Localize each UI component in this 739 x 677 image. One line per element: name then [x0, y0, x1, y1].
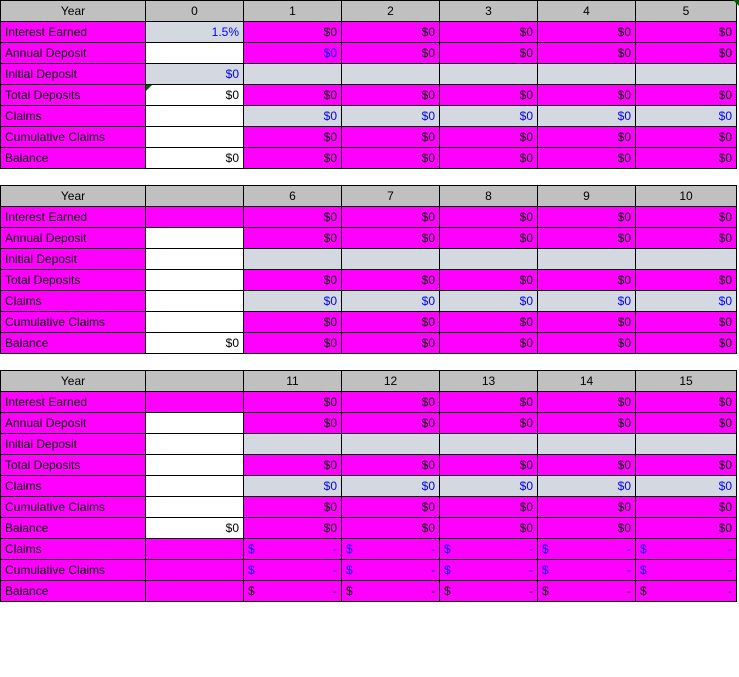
cell-annual-deposit-blank[interactable] — [146, 228, 244, 249]
row-label-initial-deposit: Initial Deposit — [1, 434, 146, 455]
cell-claims2-y12[interactable] — [342, 539, 440, 560]
amount-value: - — [431, 542, 435, 556]
row-label-cumulative-claims: Cumulative Claims — [1, 497, 146, 518]
cell-claims2-blank[interactable] — [146, 539, 244, 560]
table-row-total-deposits — [1, 270, 737, 291]
cell-interest-y12[interactable]: $0 — [342, 392, 440, 413]
cell-annual-deposit-y5[interactable]: $0 — [636, 43, 737, 64]
amount-value: - — [728, 542, 732, 556]
cell-claims-y13[interactable]: $0 — [440, 476, 538, 497]
cell-annual-deposit-y2[interactable]: $0 — [342, 43, 440, 64]
cell-total-deposits-blank[interactable] — [146, 455, 244, 476]
table-row-claims-accounting — [1, 539, 737, 560]
cell-initial-deposit-y8[interactable] — [440, 249, 538, 270]
row-label-annual-deposit: Annual Deposit — [1, 228, 146, 249]
cell-cumclaims2-y14[interactable] — [538, 560, 636, 581]
table-row-interest-earned — [1, 22, 737, 43]
header-year-13: 13 — [440, 371, 538, 392]
currency-symbol: $ — [346, 584, 353, 598]
cell-initial-deposit-y12[interactable] — [342, 434, 440, 455]
cell-claims2-y13[interactable] — [440, 539, 538, 560]
header-year-4: 4 — [538, 1, 636, 22]
amount-value: - — [529, 542, 533, 556]
cell-balance-y2[interactable]: $0 — [342, 148, 440, 169]
table-row-initial-deposit — [1, 249, 737, 270]
row-label-claims: Claims — [1, 106, 146, 127]
cell-balance-y14[interactable]: $0 — [538, 518, 636, 539]
cell-annual-deposit-y14[interactable]: $0 — [538, 413, 636, 434]
currency-symbol: $ — [346, 563, 353, 577]
cell-cumulative-claims-y2[interactable]: $0 — [342, 127, 440, 148]
table-row-header — [1, 371, 737, 392]
savings-table-block-1 — [0, 0, 737, 169]
cell-cumclaims2-y15[interactable] — [636, 560, 737, 581]
currency-symbol: $ — [542, 584, 549, 598]
amount-value: - — [333, 584, 337, 598]
amount-value: - — [728, 563, 732, 577]
cell-balance-y6[interactable]: $0 — [244, 333, 342, 354]
cell-interest-blank[interactable] — [146, 207, 244, 228]
cell-annual-deposit-y8[interactable]: $0 — [440, 228, 538, 249]
header-year-11: 11 — [244, 371, 342, 392]
cell-initial-deposit-y10[interactable] — [636, 249, 737, 270]
cell-annual-deposit-y4[interactable]: $0 — [538, 43, 636, 64]
amount-value: - — [627, 584, 631, 598]
row-label-annual-deposit: Annual Deposit — [1, 43, 146, 64]
cell-cumulative-claims-y14[interactable]: $0 — [538, 497, 636, 518]
row-label-annual-deposit: Annual Deposit — [1, 413, 146, 434]
cell-interest-blank[interactable] — [146, 392, 244, 413]
cell-claims-y15[interactable]: $0 — [636, 476, 737, 497]
amount-value: - — [333, 542, 337, 556]
cell-cumulative-claims-y10[interactable]: $0 — [636, 312, 737, 333]
header-year-label: Year — [1, 186, 146, 207]
row-label-total-deposits: Total Deposits — [1, 270, 146, 291]
cell-total-deposits-y9[interactable]: $0 — [538, 270, 636, 291]
cell-interest-y8[interactable]: $0 — [440, 207, 538, 228]
cell-balance2-blank[interactable] — [146, 581, 244, 602]
table-row-header — [1, 1, 737, 22]
cell-total-deposits-y11[interactable]: $0 — [244, 455, 342, 476]
cell-total-deposits-blank[interactable] — [146, 270, 244, 291]
table-row-cumulative-claims — [1, 497, 737, 518]
cell-cumulative-claims-y0[interactable] — [146, 127, 244, 148]
cell-initial-deposit-y3[interactable] — [440, 64, 538, 85]
cell-cumulative-claims-y7[interactable]: $0 — [342, 312, 440, 333]
header-year-3: 3 — [440, 1, 538, 22]
cell-initial-deposit-y9[interactable] — [538, 249, 636, 270]
cell-cumulative-claims-blank[interactable] — [146, 497, 244, 518]
table-row-cumulative-claims — [1, 312, 737, 333]
cell-claims2-y14[interactable] — [538, 539, 636, 560]
currency-symbol: $ — [640, 542, 647, 556]
cell-cumulative-claims-y3[interactable]: $0 — [440, 127, 538, 148]
table-row-annual-deposit — [1, 43, 737, 64]
currency-symbol: $ — [542, 563, 549, 577]
table-row-balance — [1, 148, 737, 169]
cell-annual-deposit-y11[interactable]: $0 — [244, 413, 342, 434]
row-label-cumulative-claims: Cumulative Claims — [1, 312, 146, 333]
cell-claims-y2[interactable]: $0 — [342, 106, 440, 127]
currency-symbol: $ — [248, 584, 255, 598]
cell-balance-blank[interactable]: $0 — [146, 333, 244, 354]
currency-symbol: $ — [248, 563, 255, 577]
row-label-total-deposits: Total Deposits — [1, 455, 146, 476]
cell-annual-deposit-y0[interactable] — [146, 43, 244, 64]
cell-claims-y10[interactable]: $0 — [636, 291, 737, 312]
cell-claims2-y15[interactable] — [636, 539, 737, 560]
header-year-7: 7 — [342, 186, 440, 207]
cell-cumclaims2-y13[interactable] — [440, 560, 538, 581]
cell-balance-y9[interactable]: $0 — [538, 333, 636, 354]
row-label-initial-deposit: Initial Deposit — [1, 249, 146, 270]
table-row-annual-deposit — [1, 413, 737, 434]
cell-balance-y13[interactable]: $0 — [440, 518, 538, 539]
block-gap-2 — [0, 354, 739, 370]
cell-balance-y12[interactable]: $0 — [342, 518, 440, 539]
table-row-balance-accounting — [1, 581, 737, 602]
header-year-6: 6 — [244, 186, 342, 207]
cell-initial-deposit-y7[interactable] — [342, 249, 440, 270]
cell-balance2-y13[interactable] — [440, 581, 538, 602]
cell-annual-deposit-y10[interactable]: $0 — [636, 228, 737, 249]
savings-table-block-2 — [0, 185, 737, 354]
cell-interest-y5[interactable]: $0 — [636, 22, 737, 43]
header-year-8: 8 — [440, 186, 538, 207]
currency-symbol: $ — [248, 542, 255, 556]
cell-cumulative-claims-y6[interactable]: $0 — [244, 312, 342, 333]
cell-total-deposits-y5[interactable]: $0 — [636, 85, 737, 106]
table-row-header — [1, 186, 737, 207]
row-label-balance: Balance — [1, 333, 146, 354]
cell-initial-deposit-y13[interactable] — [440, 434, 538, 455]
header-year-14: 14 — [538, 371, 636, 392]
cell-cumulative-claims-y9[interactable]: $0 — [538, 312, 636, 333]
cell-interest-rate[interactable]: 1.5% — [146, 22, 244, 43]
row-label-balance: Balance — [1, 148, 146, 169]
cell-claims-y12[interactable]: $0 — [342, 476, 440, 497]
currency-symbol: $ — [640, 563, 647, 577]
cell-total-deposits-y10[interactable]: $0 — [636, 270, 737, 291]
table-row-claims — [1, 106, 737, 127]
cell-claims-blank[interactable] — [146, 291, 244, 312]
cell-initial-deposit-blank[interactable] — [146, 434, 244, 455]
header-year-1: 1 — [244, 1, 342, 22]
cell-balance2-y12[interactable] — [342, 581, 440, 602]
header-year-15: 15 — [636, 371, 737, 392]
cell-annual-deposit-y1[interactable]: $0 — [244, 43, 342, 64]
cell-cumulative-claims-y8[interactable]: $0 — [440, 312, 538, 333]
cell-claims-y5[interactable]: $0 — [636, 106, 737, 127]
cell-interest-y14[interactable]: $0 — [538, 392, 636, 413]
cell-total-deposits-y12[interactable]: $0 — [342, 455, 440, 476]
currency-symbol: $ — [444, 563, 451, 577]
cell-balance-y3[interactable]: $0 — [440, 148, 538, 169]
cell-cumclaims2-y12[interactable] — [342, 560, 440, 581]
cell-total-deposits-y4[interactable]: $0 — [538, 85, 636, 106]
currency-symbol: $ — [444, 584, 451, 598]
header-year-0: 0 — [146, 1, 244, 22]
cell-claims-y14[interactable]: $0 — [538, 476, 636, 497]
header-year-12: 12 — [342, 371, 440, 392]
cell-annual-deposit-y3[interactable]: $0 — [440, 43, 538, 64]
cell-initial-deposit-blank[interactable] — [146, 249, 244, 270]
cell-total-deposits-y15[interactable]: $0 — [636, 455, 737, 476]
table-row-claims — [1, 291, 737, 312]
row-label-total-deposits: Total Deposits — [1, 85, 146, 106]
amount-value: - — [627, 542, 631, 556]
cell-claims-y11[interactable]: $0 — [244, 476, 342, 497]
block-gap-1 — [0, 169, 739, 185]
cell-interest-y1[interactable]: $0 — [244, 22, 342, 43]
cell-initial-deposit-y0[interactable]: $0 — [146, 64, 244, 85]
header-year-blank — [146, 186, 244, 207]
row-label-interest-earned: Interest Earned — [1, 22, 146, 43]
cell-balance-y5[interactable]: $0 — [636, 148, 737, 169]
table-row-total-deposits — [1, 455, 737, 476]
cell-balance-y1[interactable]: $0 — [244, 148, 342, 169]
table-row-interest-earned — [1, 392, 737, 413]
cell-annual-deposit-y12[interactable]: $0 — [342, 413, 440, 434]
table-row-interest-earned — [1, 207, 737, 228]
amount-value: - — [728, 584, 732, 598]
header-year-9: 9 — [538, 186, 636, 207]
cell-balance-y10[interactable]: $0 — [636, 333, 737, 354]
amount-value: - — [431, 563, 435, 577]
cell-claims-y4[interactable]: $0 — [538, 106, 636, 127]
cell-balance-blank[interactable]: $0 — [146, 518, 244, 539]
table-row-balance — [1, 518, 737, 539]
currency-symbol: $ — [346, 542, 353, 556]
cell-initial-deposit-y4[interactable] — [538, 64, 636, 85]
cell-balance-y15[interactable]: $0 — [636, 518, 737, 539]
cell-total-deposits-y2[interactable]: $0 — [342, 85, 440, 106]
cell-cumulative-claims-y1[interactable]: $0 — [244, 127, 342, 148]
header-year-10: 10 — [636, 186, 737, 207]
cell-initial-deposit-y1[interactable] — [244, 64, 342, 85]
cell-claims-blank[interactable] — [146, 476, 244, 497]
cell-claims-y9[interactable]: $0 — [538, 291, 636, 312]
cell-total-deposits-y0[interactable]: $0 — [146, 85, 244, 106]
cell-annual-deposit-y7[interactable]: $0 — [342, 228, 440, 249]
cell-initial-deposit-y11[interactable] — [244, 434, 342, 455]
amount-value: - — [627, 563, 631, 577]
currency-symbol: $ — [542, 542, 549, 556]
amount-value: - — [529, 563, 533, 577]
cell-interest-y10[interactable]: $0 — [636, 207, 737, 228]
currency-symbol: $ — [640, 584, 647, 598]
cell-interest-y15[interactable]: $0 — [636, 392, 737, 413]
cell-interest-y2[interactable]: $0 — [342, 22, 440, 43]
cell-initial-deposit-y2[interactable] — [342, 64, 440, 85]
cell-annual-deposit-blank[interactable] — [146, 413, 244, 434]
cell-interest-y11[interactable]: $0 — [244, 392, 342, 413]
table-row-total-deposits — [1, 85, 737, 106]
row-label-balance-2: Balance — [1, 581, 146, 602]
row-label-claims-2: Claims — [1, 539, 146, 560]
cell-initial-deposit-y5[interactable] — [636, 64, 737, 85]
cell-balance-y8[interactable]: $0 — [440, 333, 538, 354]
cell-total-deposits-y13[interactable]: $0 — [440, 455, 538, 476]
cell-balance2-y15[interactable] — [636, 581, 737, 602]
row-label-claims: Claims — [1, 291, 146, 312]
cell-balance-y0[interactable]: $0 — [146, 148, 244, 169]
row-label-interest-earned: Interest Earned — [1, 207, 146, 228]
cell-annual-deposit-y15[interactable]: $0 — [636, 413, 737, 434]
amount-value: - — [431, 584, 435, 598]
cell-balance-y11[interactable]: $0 — [244, 518, 342, 539]
cell-claims-y6[interactable]: $0 — [244, 291, 342, 312]
cell-balance-y4[interactable]: $0 — [538, 148, 636, 169]
cell-total-deposits-y7[interactable]: $0 — [342, 270, 440, 291]
row-label-initial-deposit: Initial Deposit — [1, 64, 146, 85]
currency-symbol: $ — [444, 542, 451, 556]
table-row-annual-deposit — [1, 228, 737, 249]
cell-cumulative-claims-blank[interactable] — [146, 312, 244, 333]
cell-initial-deposit-y14[interactable] — [538, 434, 636, 455]
cell-cumulative-claims-y13[interactable]: $0 — [440, 497, 538, 518]
row-label-cumulative-claims-2: Cumulative Claims — [1, 560, 146, 581]
header-year-5: 5 — [636, 1, 737, 22]
header-year-label: Year — [1, 1, 146, 22]
row-label-balance: Balance — [1, 518, 146, 539]
cell-cumulative-claims-y12[interactable]: $0 — [342, 497, 440, 518]
row-label-claims: Claims — [1, 476, 146, 497]
cell-claims-y3[interactable]: $0 — [440, 106, 538, 127]
cell-cumulative-claims-y11[interactable]: $0 — [244, 497, 342, 518]
row-label-interest-earned: Interest Earned — [1, 392, 146, 413]
cell-initial-deposit-y15[interactable] — [636, 434, 737, 455]
cell-annual-deposit-y9[interactable]: $0 — [538, 228, 636, 249]
cell-total-deposits-y3[interactable]: $0 — [440, 85, 538, 106]
table-row-initial-deposit — [1, 434, 737, 455]
cell-total-deposits-y6[interactable]: $0 — [244, 270, 342, 291]
cell-interest-y4[interactable]: $0 — [538, 22, 636, 43]
cell-cumulative-claims-y4[interactable]: $0 — [538, 127, 636, 148]
table-row-balance — [1, 333, 737, 354]
cell-interest-y13[interactable]: $0 — [440, 392, 538, 413]
row-label-cumulative-claims: Cumulative Claims — [1, 127, 146, 148]
cell-claims-y0[interactable] — [146, 106, 244, 127]
cell-claims-y1[interactable]: $0 — [244, 106, 342, 127]
cell-annual-deposit-y13[interactable]: $0 — [440, 413, 538, 434]
cell-annual-deposit-y6[interactable]: $0 — [244, 228, 342, 249]
cell-cumulative-claims-y15[interactable]: $0 — [636, 497, 737, 518]
cell-balance2-y11[interactable] — [244, 581, 342, 602]
header-year-blank — [146, 371, 244, 392]
amount-value: - — [333, 563, 337, 577]
header-year-2: 2 — [342, 1, 440, 22]
cell-initial-deposit-y6[interactable] — [244, 249, 342, 270]
cell-total-deposits-y14[interactable]: $0 — [538, 455, 636, 476]
cell-interest-y7[interactable]: $0 — [342, 207, 440, 228]
cell-claims-y7[interactable]: $0 — [342, 291, 440, 312]
cell-balance2-y14[interactable] — [538, 581, 636, 602]
table-row-cumulative-claims-accounting — [1, 560, 737, 581]
table-row-initial-deposit — [1, 64, 737, 85]
cell-cumclaims2-blank[interactable] — [146, 560, 244, 581]
cell-cumclaims2-y11[interactable] — [244, 560, 342, 581]
header-year-label: Year — [1, 371, 146, 392]
cell-interest-y3[interactable]: $0 — [440, 22, 538, 43]
cell-claims-y8[interactable]: $0 — [440, 291, 538, 312]
table-row-cumulative-claims — [1, 127, 737, 148]
amount-value: - — [529, 584, 533, 598]
table-row-claims — [1, 476, 737, 497]
cell-interest-y9[interactable]: $0 — [538, 207, 636, 228]
cell-interest-y6[interactable]: $0 — [244, 207, 342, 228]
cell-balance-y7[interactable]: $0 — [342, 333, 440, 354]
cell-cumulative-claims-y5[interactable]: $0 — [636, 127, 737, 148]
cell-total-deposits-y1[interactable]: $0 — [244, 85, 342, 106]
cell-total-deposits-y8[interactable]: $0 — [440, 270, 538, 291]
savings-table-block-3 — [0, 370, 737, 602]
cell-claims2-y11[interactable] — [244, 539, 342, 560]
